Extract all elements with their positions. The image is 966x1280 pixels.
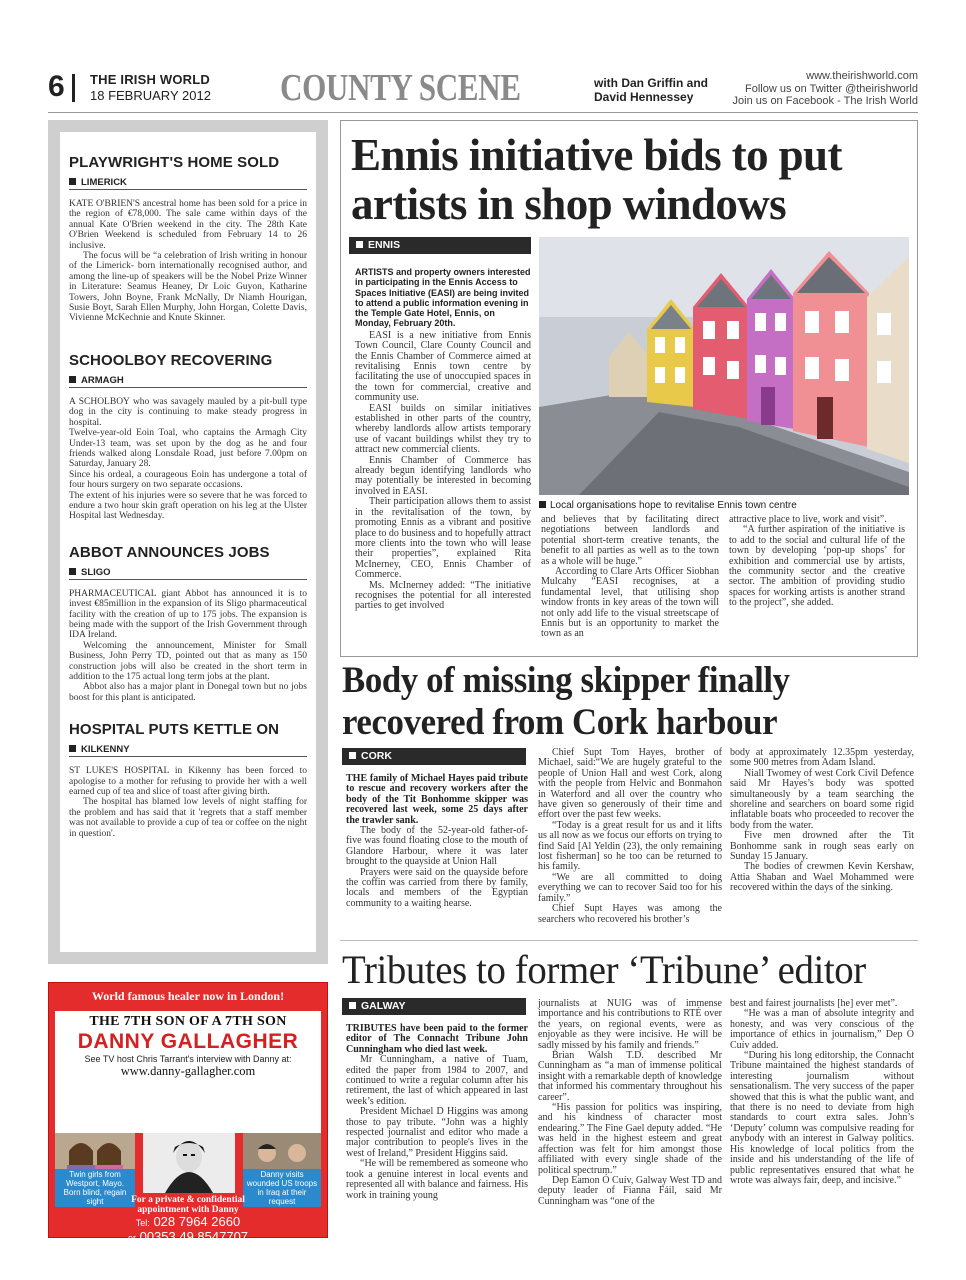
brief-limerick [69, 154, 307, 324]
byline-line-1: with Dan Griffin and [594, 76, 708, 90]
tribune-paragraph: “During his long editorship, the Connacht Tribune maintained the highest standards of interesting journalism without sensationalism. The very success of the paper showed that this is what the public want, and that there is no need to deviate from high standards to court extra sales. John’s ‘Deputy’ column was compulsive reading for anybody with an interest in Galway politics. His knowledge of local politics from the inside and his understanding of the life of public representatives ensured that what he wrote was always fair, deep, and incisive.” [730, 1050, 914, 1186]
social-links [733, 70, 918, 108]
healer-advert [48, 982, 328, 1244]
skipper-headline-line-2: recovered from Cork harbour [342, 702, 778, 743]
tribune-column-2 [538, 999, 722, 1207]
brief-paragraph: The extent of his injuries were so severe that he was forced to endure a two hour skin graft operation on his leg at the Ulster Hospital last Wednesday. [69, 490, 307, 522]
publication-name: THE IRISH WORLD [90, 72, 210, 87]
section-byline [594, 76, 724, 104]
brief-location [69, 177, 307, 190]
brief-location [69, 567, 307, 580]
brief-paragraph: A SCHOLBOY who was savagely mauled by a pit-bull type dog in the city is continuing to make steady progress in hospital. [69, 396, 307, 428]
skipper-paragraph: The body of the 52-year-old father-of-five was found floating close to the mouth of Glandore Harbour, where it was later brought to the quayside at Union Hall [346, 825, 528, 868]
skipper-paragraph: Chief Supt Tom Hayes, brother of Michael, said:“We are hugely grateful to the people of Union Hall and west Cork, along with the people from Helvic and Bonmahon in Waterford and all over the country who have given so generously of their time and effort over the past few weeks. [538, 747, 722, 821]
ad-seventh-son: THE 7TH SON OF A 7TH SON [89, 1014, 287, 1029]
skipper-paragraph: Chief Supt Hayes was among the searchers who recovered his brother’s [538, 903, 722, 925]
lead-column-2 [541, 515, 719, 640]
lead-paragraph: attractive place to live, work and visit”. [729, 514, 887, 525]
brief-paragraph: KATE O'BRIEN'S ancestral home has been sold for a price in the region of €78,000. The sale came within days of the annual Kate O'Brien weekend in the city. The 28th Kate O'Brien Weekend is scheduled from February 14 to 26 inclusive. [69, 199, 307, 251]
ad-healer-name: DANNY GALLAGHER [77, 1030, 299, 1053]
lead-headline: Ennis initiative bids to put artists in shop windows [351, 130, 842, 229]
square-bullet-icon [539, 501, 546, 508]
section-title: COUNTY SCENE [280, 67, 521, 109]
skipper-column-1 [346, 774, 528, 909]
facebook-link[interactable]: Join us on Facebook - The Irish World [732, 95, 918, 107]
brief-armagh [69, 352, 307, 522]
ad-private-line-2: appointment with Danny [137, 1205, 239, 1215]
tribune-paragraph: President Michael D Higgins was among those to pay tribute. “John was a highly respected journalist and editor who made a major contribution to people's lives in the west of Ireland,” President Higgins said. [346, 1106, 528, 1159]
brief-location [69, 744, 307, 757]
brief-sligo [69, 544, 307, 703]
lead-photo-ennis-houses [539, 237, 909, 495]
skipper-lede: THE family of Michael Hayes paid tribute to rescue and recovery workers after the body of the Tit Bonhomme skipper was recovered last week, some 25 days after the trawler sank. [346, 773, 528, 826]
square-bullet-icon [356, 241, 363, 248]
lead-paragraph: Ennis Chamber of Commerce has already begun identifying landlords who may potentially be interested in becoming involved in EASI. [355, 454, 531, 497]
page-header [48, 68, 918, 108]
brief-title: SCHOOLBOY RECOVERING [69, 351, 273, 369]
ad-white-panel [55, 1011, 321, 1133]
brief-paragraph: Twelve-year-old Eoin Toal, who captains the Armagh City Under-13 team, was set upon by the dog as he and four friends walked along Lonsdale Road, just before 7.00pm on Saturday, January 28. [69, 428, 307, 470]
skipper-paragraph: Prayers were said on the quayside before the coffin was carried from there by family, locals and members of the Egyptian community to a waiting hearse. [346, 866, 528, 909]
lead-paragraph: “A further aspiration of the initiative is to add to the social and cultural life of the town by developing ‘pop-up shops’ for exhibition and commercial use by artists, the community sector and the creative sector. The ambition of providing studio spaces for working artists is another strand to the project”, she added. [729, 524, 905, 609]
photo-danny-portrait [143, 1133, 235, 1193]
lead-location-tag [349, 237, 531, 254]
ad-phone-uk-number: 028 7964 2660 [153, 1214, 241, 1229]
lead-paragraph: EASI is a new initiative from Ennis Town Council, Clare County Council and the Ennis Chamber of Commerce aimed at revitalising Ennis town centre by facilitating the use of unoccupied spaces in the town for commercial, creative and community use. [355, 329, 531, 404]
brief-location [69, 375, 307, 388]
skipper-paragraph: “Today is a great result for us and it lifts us all now as we focus our efforts on trying to find Said [Al Yeldin (23), the only remaining lost fisherman] so he too can be returned to his family. [538, 819, 722, 873]
skipper-paragraph: “We are all committed to doing everything we can to recover Said too for his family.” [538, 871, 722, 904]
square-bullet-icon [69, 745, 76, 752]
square-bullet-icon [69, 376, 76, 383]
ad-banner: World famous healer now in London! [91, 989, 285, 1003]
brief-paragraph: The hospital has blamed low levels of night staffing for the problem and has said that it 'regrets that a staff member was not available to provide a cup of tea or coffee on the night in question'. [69, 797, 307, 839]
brief-location-label: SLIGO [81, 566, 111, 578]
tribune-location-tag [342, 998, 526, 1015]
tribune-lede: TRIBUTES have been paid to the former editor of The Connacht Tribune John Cunningham who died last week. [346, 1023, 528, 1055]
square-bullet-icon [69, 178, 76, 185]
lead-photo-caption [539, 500, 797, 511]
tribune-location-label: GALWAY [361, 1000, 406, 1012]
tribune-paragraph: Mr Cunningham, a native of Tuam, edited the paper from 1984 to 2007, and continued to write a regular column after his retirement, the last of which appeared in last week’s edition. [346, 1054, 528, 1107]
ad-phone-uk [49, 1215, 327, 1230]
lead-column-1 [355, 267, 531, 612]
page-number-divider [72, 74, 75, 102]
skipper-location-tag [342, 748, 526, 765]
brief-kilkenny [69, 721, 307, 839]
brief-paragraph: Abbot also has a major plant in Donegal town but no jobs boost for this plant is anticipated. [69, 682, 307, 703]
ad-contact [49, 1195, 327, 1245]
tribune-paragraph: Brian Walsh T.D. described Mr Cunningham as “a man of immense political insight with a remarkable depth of knowledge that informed his commentary throughout his career”. [538, 1050, 722, 1103]
ad-phone-ie [49, 1230, 327, 1245]
tribune-column-1 [346, 1024, 528, 1201]
skipper-column-3 [730, 748, 914, 894]
square-bullet-icon [69, 568, 76, 575]
story-divider [340, 940, 918, 941]
tribune-column-3 [730, 999, 914, 1186]
lead-column-3 [729, 515, 905, 609]
lead-story-ennis [340, 120, 918, 657]
news-briefs-sidebar [48, 120, 328, 964]
tribune-paragraph: Dep Eamon Ó Cuív, Galway West TD and deputy leader of Fianna Fáil, said Mr Cunningham was “one of the [538, 1174, 722, 1207]
tribune-paragraph: “His passion for politics was inspiring, and his kindness of character most endearing.” The Fine Gael deputy added. “He was held in the highest esteem and great affection was felt for him amongst those affiliated with every single shade of the political spectrum.” [538, 1102, 722, 1176]
publication-date: 18 FEBRUARY 2012 [90, 88, 211, 103]
brief-title: HOSPITAL PUTS KETTLE ON [69, 721, 280, 739]
brief-paragraph: ST LUKE'S HOSPITAL in Kikenny has been forced to apologise to a mother for refusing to provide her with a well earned cup of tea and slice of toast after giving birth. [69, 766, 307, 798]
ad-or-label: or [127, 1233, 136, 1243]
ad-phone-ie-number: 00353 49 8547707 [139, 1229, 249, 1244]
lead-caption-text: Local organisations hope to revitalise Ennis town centre [550, 500, 797, 511]
header-rule [48, 112, 918, 113]
brief-title: ABBOT ANNOUNCES JOBS [69, 543, 270, 561]
skipper-paragraph: Five men drowned after the Tit Bonhomme sank in rough seas early on Sunday 15 January. [730, 830, 914, 863]
skipper-location-label: CORK [361, 750, 392, 762]
lead-paragraph: Ms. McInerney added: “The initiative recognises the potential for all interested parties to get involved [355, 579, 531, 612]
lead-paragraph: and believes that by facilitating direct negotiations between landlords and potential short-term creative tenants, the benefit to all parties as well as to the town as a whole will be huge.” [541, 514, 719, 567]
skipper-paragraph: The bodies of crewmen Kevin Kershaw, Attia Shaban and Wael Mohammed were recovered within the days of the sinking. [730, 861, 914, 894]
brief-location-label: ARMAGH [81, 374, 124, 386]
skipper-headline-line-1: Body of missing skipper finally [342, 660, 790, 701]
news-briefs-panel [60, 132, 316, 952]
page-number: 6 [48, 70, 65, 103]
brief-paragraph: PHARMACEUTICAL giant Abbot has announced it is to invest €85million in the expansion of its Sligo pharmaceutical facility with the creation of up to 175 jobs. The expansion is being made with the support of the Irish Government through IDA Ireland. [69, 588, 307, 641]
byline-line-2: David Hennessey [594, 90, 694, 104]
tribune-paragraph: journalists at NUIG was of immense importance and his contributions to RTÉ over the years, on regional events, were as enjoyable as they were incisive. He will be sadly missed by his family and friends.” [538, 998, 722, 1051]
lead-intro: ARTISTS and property owners interested in participating in the Ennis Access to Spaces Initiative (EASI) are being invited to attend a public information evening in the Temple Gate Hotel, Ennis, on Monday, February 20th. [355, 267, 531, 329]
tribune-headline: Tributes to former ‘Tribune’ editor [342, 947, 866, 992]
tribune-paragraph: “He was a man of absolute integrity and honesty, and was very conscious of the importance of ethics in journalism,” Dep Ó Cuív added. [730, 1008, 914, 1051]
tribune-paragraph: best and fairest journalists [he] ever met”. [730, 998, 898, 1009]
brief-location-label: LIMERICK [81, 177, 127, 188]
skipper-paragraph: body at approximately 12.35pm yesterday, some 900 metres from Adam Island. [730, 747, 914, 769]
ad-caption-right: Danny visits wounded US troops in Iraq at their request [243, 1169, 321, 1207]
twitter-link[interactable]: Follow us on Twitter @theirishworld [745, 82, 918, 95]
lead-paragraph: Their participation allows them to assist in the revitalisation of the town, by promoting Ennis as a vibrant and positive place to do business and to hopefully attract more clients into the town who will lease their properties”, explained Rita McInerney, CEO, Ennis Chamber of Commerce. [355, 496, 531, 581]
brief-paragraph: The focus will be “a celebration of Irish writing in honour of the Limerick- born internationally recognised author, and among the line-up of speakers will be the Nobel Prize Winner in Literature: Seamus Heaney, Dr Loic Guyon, Katharine Towers, John Boyne, Frank McNally, Dr Niamh Hourigan, Susie Boyt, Sarah Ellen Murphy, John Horgan, Colette Davis, Vivienne McKechnie and Knute Skinner. [69, 251, 307, 324]
ad-private-line-1: For a private & confidential [131, 1195, 245, 1205]
skipper-column-2 [538, 748, 722, 925]
brief-paragraph: Welcoming the announcement, Minister for Small Business, John Perry TD, pointed out that as many as 150 construction jobs will also be created in the short term in addition to the 175 actual long term jobs at the plant. [69, 640, 307, 682]
ad-tv-line: See TV host Chris Tarrant's interview with Danny at: [84, 1054, 292, 1064]
brief-location-label: KILKENNY [81, 744, 130, 756]
ad-caption-left: Twin girls from Westport, Mayo. Born blind, regain sight [55, 1169, 135, 1207]
brief-title: PLAYWRIGHT'S HOME SOLD [69, 154, 280, 171]
lead-location-label: ENNIS [368, 239, 401, 251]
brief-paragraph: Since his ordeal, a courageous Eoin has undergone a total of four hours surgery on two separate occasions. [69, 469, 307, 491]
lead-paragraph: According to Clare Arts Officer Siobhan Mulcahy “EASI recognises, at a fundamental level, that utilising shop window fronts in key areas of the town will not only add life to the visual streetscape of Ennis but is an opportunity to market the town as an [541, 566, 719, 640]
ad-tel-label: Tel: [135, 1218, 150, 1228]
tribune-paragraph: “He will be remembered as someone who took a genuine interest in local events and represented all with balance and fairness. His work in training young [346, 1158, 528, 1201]
website-link[interactable]: www.theirishworld.com [806, 70, 918, 82]
skipper-paragraph: Niall Twomey of west Cork Civil Defence said Mr Hayes’s body was spotted simultaneously by a team searching the shoreline and searchers on board some rigid inflatable boats who proceeded to recover the body from the water. [730, 767, 914, 831]
ad-website-link[interactable]: www.danny-gallagher.com [120, 1064, 256, 1078]
square-bullet-icon [349, 1002, 356, 1009]
lead-paragraph: EASI builds on similar initiatives established in other parts of the country, whereby landlords allow artists temporary use of vacant buildings whilst they try to attract new commercial clients. [355, 402, 531, 456]
square-bullet-icon [349, 752, 356, 759]
